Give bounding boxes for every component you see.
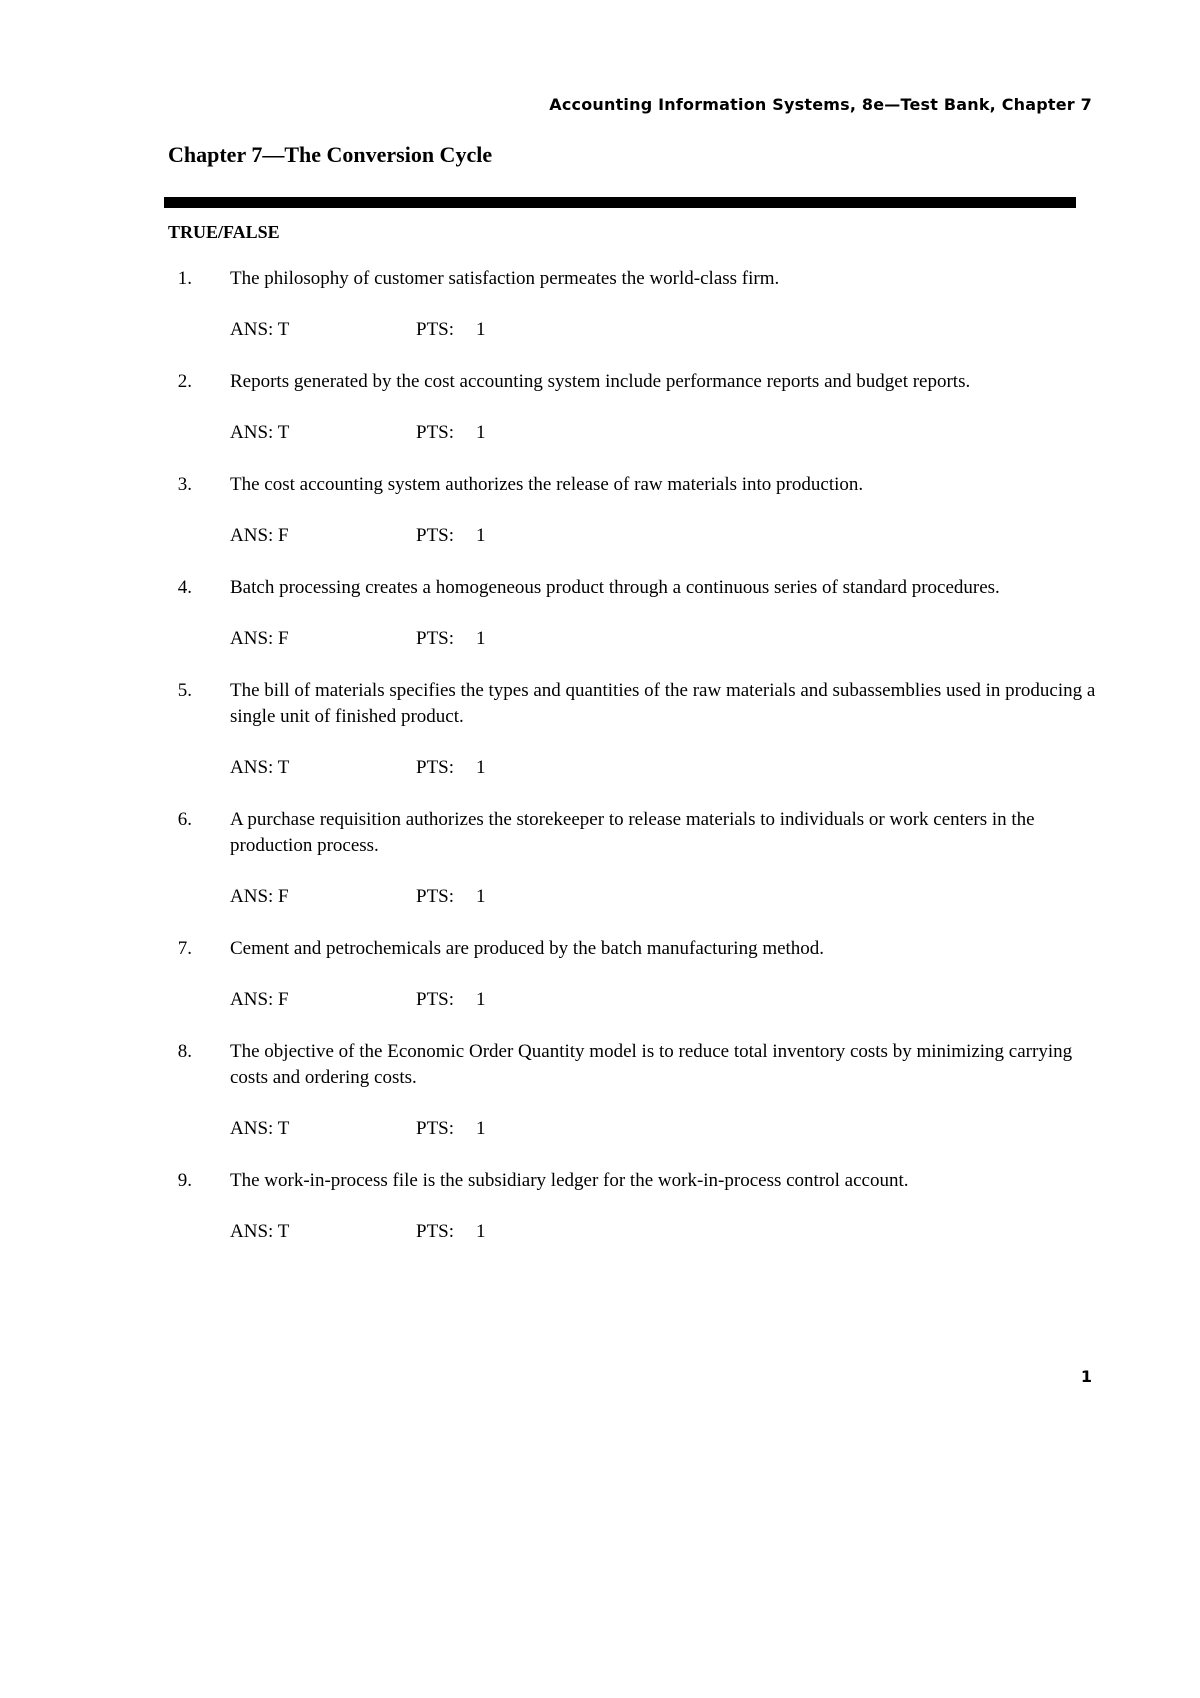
- chapter-title: Chapter 7—The Conversion Cycle: [168, 142, 493, 167]
- question-item: [168, 369, 1103, 446]
- answer-line: [230, 755, 1103, 781]
- answer-label: ANS: T: [230, 422, 290, 443]
- answer-label: ANS: T: [230, 1221, 290, 1242]
- points-label: PTS:: [416, 628, 455, 649]
- question-item: [168, 1168, 1103, 1245]
- question-text: The bill of materials specifies the types and quantities of the raw materials and subassemblies used in producing a single unit of finished product.: [230, 680, 1096, 727]
- answer-line: [230, 987, 1103, 1013]
- points-label: PTS:: [416, 422, 455, 443]
- question-number: 7.: [177, 938, 192, 959]
- answer-line: [230, 317, 1103, 343]
- section-heading: TRUE/FALSE: [168, 222, 280, 242]
- question-text: The philosophy of customer satisfaction permeates the world-class firm.: [230, 268, 780, 289]
- question-number: 8.: [177, 1041, 192, 1062]
- question-item: [168, 678, 1103, 781]
- question-item: [168, 266, 1103, 343]
- points-value: 1: [476, 989, 486, 1010]
- answer-label: ANS: T: [230, 757, 290, 778]
- answer-line: [230, 420, 1103, 446]
- points-value: 1: [476, 422, 486, 443]
- question-item: [168, 575, 1103, 652]
- points-value: 1: [476, 319, 486, 340]
- answer-label: ANS: T: [230, 1118, 290, 1139]
- points-value: 1: [476, 525, 486, 546]
- points-value: 1: [476, 757, 486, 778]
- question-number: 3.: [177, 474, 192, 495]
- question-number: 4.: [177, 577, 192, 598]
- answer-label: ANS: F: [230, 989, 289, 1010]
- question-text: A purchase requisition authorizes the storekeeper to release materials to individuals or work centers in the production process.: [230, 809, 1035, 856]
- question-text: Batch processing creates a homogeneous product through a continuous series of standard procedures.: [230, 577, 1000, 598]
- points-label: PTS:: [416, 989, 455, 1010]
- answer-label: ANS: F: [230, 886, 289, 907]
- points-value: 1: [476, 886, 486, 907]
- answer-line: [230, 1116, 1103, 1142]
- question-number: 1.: [177, 268, 192, 289]
- title-rule: [164, 197, 1076, 208]
- question-text: The cost accounting system authorizes the release of raw materials into production.: [230, 474, 864, 495]
- points-value: 1: [476, 1118, 486, 1139]
- points-label: PTS:: [416, 757, 455, 778]
- answer-line: [230, 884, 1103, 910]
- points-label: PTS:: [416, 886, 455, 907]
- question-item: [168, 936, 1103, 1013]
- question-item: [168, 472, 1103, 549]
- answer-label: ANS: F: [230, 628, 289, 649]
- answer-label: ANS: T: [230, 319, 290, 340]
- question-number: 9.: [177, 1170, 192, 1191]
- question-text: Cement and petrochemicals are produced by the batch manufacturing method.: [230, 938, 825, 959]
- question-text: The objective of the Economic Order Quantity model is to reduce total inventory costs by minimizing carrying costs and ordering costs.: [230, 1041, 1073, 1088]
- points-label: PTS:: [416, 1221, 455, 1242]
- question-item: [168, 1039, 1103, 1142]
- points-value: 1: [476, 1221, 486, 1242]
- question-number: 6.: [177, 809, 192, 830]
- question-text: The work-in-process file is the subsidiary ledger for the work-in-process control account.: [230, 1170, 909, 1191]
- points-label: PTS:: [416, 525, 455, 546]
- points-value: 1: [476, 628, 486, 649]
- question-number: 2.: [177, 371, 192, 392]
- question-number: 5.: [177, 680, 192, 701]
- question-item: [168, 807, 1103, 910]
- running-header: Accounting Information Systems, 8e—Test Bank, Chapter 7: [549, 95, 1092, 114]
- question-list: [168, 266, 1103, 1271]
- points-label: PTS:: [416, 319, 455, 340]
- answer-line: [230, 523, 1103, 549]
- answer-line: [230, 626, 1103, 652]
- answer-line: [230, 1219, 1103, 1245]
- points-label: PTS:: [416, 1118, 455, 1139]
- question-text: Reports generated by the cost accounting system include performance reports and budget reports.: [230, 371, 971, 392]
- page-number: 1: [1080, 1367, 1092, 1386]
- answer-label: ANS: F: [230, 525, 289, 546]
